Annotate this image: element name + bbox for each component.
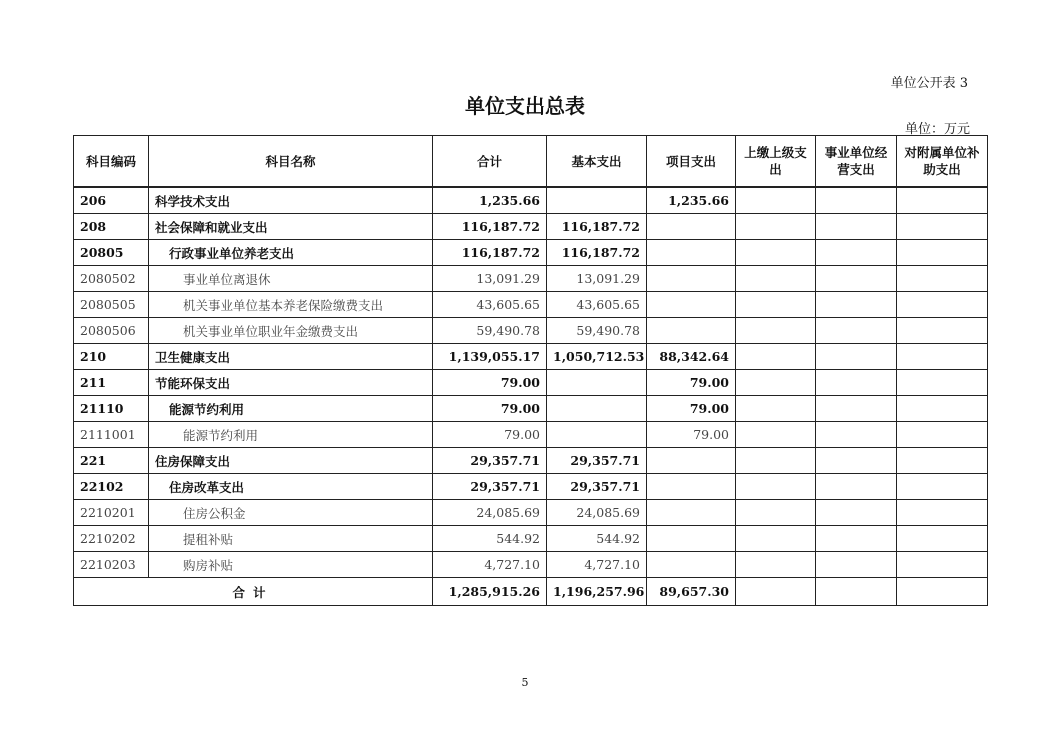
cell-subsidy <box>897 344 988 370</box>
table-row <box>74 552 988 578</box>
cell-name: 能源节约利用 <box>149 422 433 448</box>
cell-name: 住房保障支出 <box>149 448 433 474</box>
header-subsidy: 对附属单位补助支出 <box>897 136 988 188</box>
cell-code: 211 <box>74 370 149 396</box>
header-basic: 基本支出 <box>547 136 647 188</box>
table-row <box>74 292 988 318</box>
table-row <box>74 266 988 292</box>
unit-label: 单位：万元 <box>904 122 970 137</box>
header-project: 项目支出 <box>647 136 736 188</box>
cell-project <box>647 214 736 240</box>
total-project: 89,657.30 <box>647 578 736 606</box>
cell-basic: 116,187.72 <box>547 214 647 240</box>
table-row <box>74 526 988 552</box>
cell-business <box>816 396 897 422</box>
cell-project <box>647 552 736 578</box>
cell-code: 2210202 <box>74 526 149 552</box>
cell-name: 住房公积金 <box>149 500 433 526</box>
header-business: 事业单位经营支出 <box>816 136 897 188</box>
cell-basic <box>547 370 647 396</box>
header-upper: 上缴上级支出 <box>736 136 816 188</box>
header-name: 科目名称 <box>149 136 433 188</box>
cell-basic: 1,050,712.53 <box>547 344 647 370</box>
table-header-row <box>74 136 988 188</box>
cell-upper <box>736 500 816 526</box>
cell-project <box>647 266 736 292</box>
cell-project: 79.00 <box>647 422 736 448</box>
cell-name: 卫生健康支出 <box>149 344 433 370</box>
table-total-row <box>74 578 988 606</box>
total-label: 合计 <box>74 578 433 606</box>
expenditure-table <box>73 135 988 606</box>
cell-basic: 29,357.71 <box>547 448 647 474</box>
cell-code: 2210201 <box>74 500 149 526</box>
cell-subsidy <box>897 396 988 422</box>
cell-business <box>816 187 897 214</box>
table-row <box>74 500 988 526</box>
cell-project <box>647 292 736 318</box>
table-row <box>74 396 988 422</box>
cell-total: 43,605.65 <box>433 292 547 318</box>
cell-basic: 24,085.69 <box>547 500 647 526</box>
cell-upper <box>736 344 816 370</box>
cell-subsidy <box>897 500 988 526</box>
cell-code: 22102 <box>74 474 149 500</box>
page-title: 单位支出总表 <box>465 94 585 118</box>
cell-total: 544.92 <box>433 526 547 552</box>
cell-total: 1,139,055.17 <box>433 344 547 370</box>
cell-basic: 13,091.29 <box>547 266 647 292</box>
cell-name: 能源节约利用 <box>149 396 433 422</box>
cell-total: 29,357.71 <box>433 474 547 500</box>
cell-total: 24,085.69 <box>433 500 547 526</box>
cell-upper <box>736 214 816 240</box>
cell-code: 206 <box>74 187 149 214</box>
cell-business <box>816 240 897 266</box>
table-row <box>74 344 988 370</box>
header-code: 科目编码 <box>74 136 149 188</box>
table-row <box>74 240 988 266</box>
cell-code: 21110 <box>74 396 149 422</box>
cell-business <box>816 318 897 344</box>
cell-code: 2080502 <box>74 266 149 292</box>
cell-basic: 4,727.10 <box>547 552 647 578</box>
cell-upper <box>736 422 816 448</box>
cell-subsidy <box>897 552 988 578</box>
cell-total: 79.00 <box>433 370 547 396</box>
cell-name: 行政事业单位养老支出 <box>149 240 433 266</box>
cell-total: 116,187.72 <box>433 214 547 240</box>
page-number: 5 <box>521 676 529 689</box>
cell-name: 节能环保支出 <box>149 370 433 396</box>
total-upper <box>736 578 816 606</box>
cell-code: 2210203 <box>74 552 149 578</box>
cell-code: 210 <box>74 344 149 370</box>
cell-project <box>647 448 736 474</box>
cell-upper <box>736 240 816 266</box>
table-row <box>74 187 988 214</box>
table-row <box>74 448 988 474</box>
cell-code: 20805 <box>74 240 149 266</box>
cell-project <box>647 318 736 344</box>
cell-business <box>816 266 897 292</box>
cell-subsidy <box>897 240 988 266</box>
cell-code: 2080506 <box>74 318 149 344</box>
cell-project: 1,235.66 <box>647 187 736 214</box>
cell-project: 88,342.64 <box>647 344 736 370</box>
cell-basic: 43,605.65 <box>547 292 647 318</box>
cell-name: 科学技术支出 <box>149 187 433 214</box>
cell-subsidy <box>897 214 988 240</box>
cell-name: 购房补贴 <box>149 552 433 578</box>
cell-business <box>816 214 897 240</box>
cell-basic <box>547 422 647 448</box>
cell-total: 59,490.78 <box>433 318 547 344</box>
cell-total: 1,235.66 <box>433 187 547 214</box>
cell-subsidy <box>897 370 988 396</box>
cell-upper <box>736 448 816 474</box>
cell-total: 29,357.71 <box>433 448 547 474</box>
cell-upper <box>736 292 816 318</box>
cell-total: 4,727.10 <box>433 552 547 578</box>
cell-basic <box>547 187 647 214</box>
cell-business <box>816 370 897 396</box>
cell-name: 住房改革支出 <box>149 474 433 500</box>
cell-upper <box>736 187 816 214</box>
cell-business <box>816 526 897 552</box>
cell-project: 79.00 <box>647 370 736 396</box>
cell-upper <box>736 474 816 500</box>
cell-subsidy <box>897 318 988 344</box>
cell-business <box>816 552 897 578</box>
cell-basic: 29,357.71 <box>547 474 647 500</box>
cell-project: 79.00 <box>647 396 736 422</box>
cell-subsidy <box>897 422 988 448</box>
cell-project <box>647 240 736 266</box>
cell-upper <box>736 266 816 292</box>
cell-upper <box>736 318 816 344</box>
cell-basic: 59,490.78 <box>547 318 647 344</box>
cell-subsidy <box>897 266 988 292</box>
cell-business <box>816 500 897 526</box>
table-row <box>74 474 988 500</box>
table-row <box>74 214 988 240</box>
cell-name: 社会保障和就业支出 <box>149 214 433 240</box>
cell-business <box>816 474 897 500</box>
cell-subsidy <box>897 187 988 214</box>
cell-name: 机关事业单位基本养老保险缴费支出 <box>149 292 433 318</box>
cell-basic: 544.92 <box>547 526 647 552</box>
cell-project <box>647 474 736 500</box>
cell-subsidy <box>897 474 988 500</box>
cell-name: 机关事业单位职业年金缴费支出 <box>149 318 433 344</box>
total-business <box>816 578 897 606</box>
cell-project <box>647 526 736 552</box>
cell-business <box>816 344 897 370</box>
cell-upper <box>736 552 816 578</box>
table-row <box>74 370 988 396</box>
cell-code: 2111001 <box>74 422 149 448</box>
cell-business <box>816 448 897 474</box>
total-basic: 1,196,257.96 <box>547 578 647 606</box>
cell-total: 116,187.72 <box>433 240 547 266</box>
table-row <box>74 422 988 448</box>
cell-basic <box>547 396 647 422</box>
total-subsidy <box>897 578 988 606</box>
cell-code: 208 <box>74 214 149 240</box>
form-code: 单位公开表 3 <box>890 76 968 91</box>
cell-subsidy <box>897 448 988 474</box>
cell-business <box>816 422 897 448</box>
cell-business <box>816 292 897 318</box>
cell-project <box>647 500 736 526</box>
cell-upper <box>736 396 816 422</box>
cell-subsidy <box>897 526 988 552</box>
cell-total: 79.00 <box>433 396 547 422</box>
cell-basic: 116,187.72 <box>547 240 647 266</box>
cell-code: 221 <box>74 448 149 474</box>
cell-code: 2080505 <box>74 292 149 318</box>
header-total: 合计 <box>433 136 547 188</box>
cell-subsidy <box>897 292 988 318</box>
table-row <box>74 318 988 344</box>
cell-total: 79.00 <box>433 422 547 448</box>
cell-total: 13,091.29 <box>433 266 547 292</box>
cell-upper <box>736 370 816 396</box>
cell-name: 提租补贴 <box>149 526 433 552</box>
cell-upper <box>736 526 816 552</box>
total-sum: 1,285,915.26 <box>433 578 547 606</box>
cell-name: 事业单位离退休 <box>149 266 433 292</box>
